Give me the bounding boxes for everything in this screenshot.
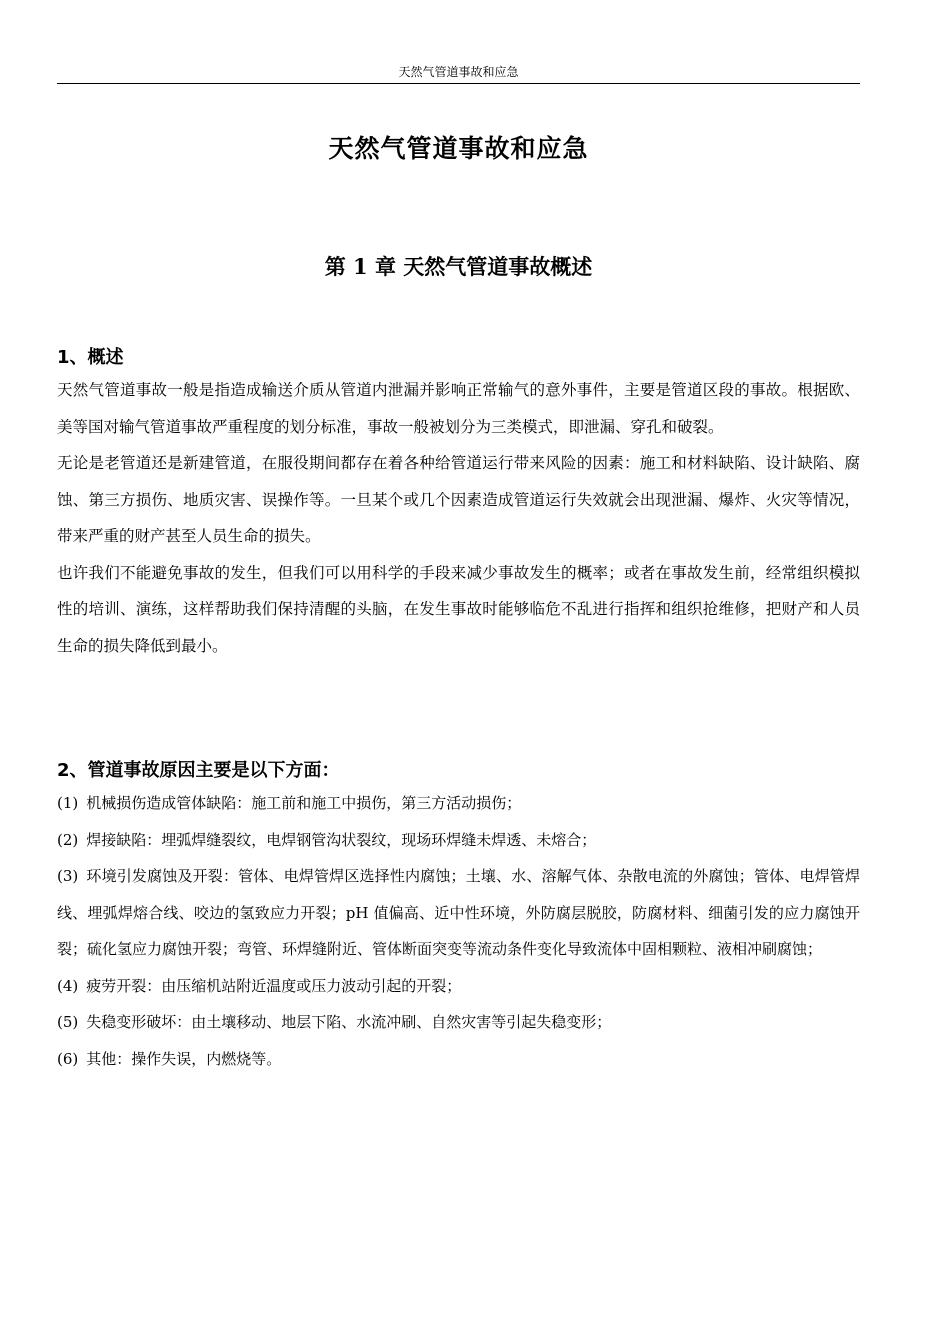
list-item-number: (1) [57,794,79,812]
section-heading: 1、概述 [57,347,124,368]
paragraph: 也许我们不能避免事故的发生，但我们可以用科学的手段来减少事故发生的概率；或者在事故发生前，经常组织模拟性的培训、演练，这样帮助我们保持清醒的头脑，在发生事故时能够临危不乱进行指挥和组织抢维修，把财产和人员生命的损失降低到最小。 [57,563,860,655]
list-item-text: 机械损伤造成管体缺陷：施工前和施工中损伤，第三方活动损伤； [86,794,522,812]
paragraph: 天然气管道事故一般是指造成输送介质从管道内泄漏并影响正常输气的意外事件，主要是管道区段的事故。根据欧、美等国对输气管道事故严重程度的划分标准，事故一般被划分为三类模式，即泄漏、穿孔和破裂。 [57,381,860,436]
list-item-number: (4) [57,976,79,995]
list-item [57,858,860,968]
list-item-text: 其他：操作失误，内燃烧等。 [86,1049,282,1068]
cause-list [57,785,860,1077]
list-item-number: (3) [57,867,79,885]
paragraph: 无论是老管道还是新建管道，在服役期间都存在着各种给管道运行带来风险的因素：施工和材料缺陷、设计缺陷、腐蚀、第三方损伤、地质灾害、误操作等。一旦某个或几个因素造成管道运行失效就会出现泄漏、爆炸、火灾等情况，带来严重的财产甚至人员生命的损失。 [57,454,860,545]
list-item [57,822,860,859]
list-item-text: 疲劳开裂：由压缩机站附近温度或压力波动引起的开裂； [86,976,462,995]
header-divider [57,83,860,84]
list-item [57,785,860,822]
list-item [57,1041,860,1078]
list-item-text: 失稳变形破坏：由土壤移动、地层下陷、水流冲刷、自然灾害等引起失稳变形； [86,1013,612,1031]
list-item-text: 环境引发腐蚀及开裂：管体、电焊管焊区选择性内腐蚀；土壤、水、溶解气体、杂散电流的外腐蚀；管体、电焊管焊线、埋弧焊熔合线、咬边的氢致应力开裂；pH 值偏高、近中性环境，外防腐层脱胶，防腐材料、细菌引发的应力腐蚀开裂；硫化氢应力腐蚀开裂；弯管、环焊缝附近、管体断面突变等流动条件变化导致流体中固相颗粒、液相冲刷腐蚀； [57,867,860,958]
section-overview [57,344,860,664]
list-item-number: (6) [57,1049,79,1068]
chapter-title: 第 1 章 天然气管道事故概述 [324,254,593,279]
document-title: 天然气管道事故和应急 [328,134,589,163]
list-item-number: (2) [57,830,79,849]
running-header: 天然气管道事故和应急 [398,65,519,79]
list-item-number: (5) [57,1013,79,1031]
section-heading: 2、管道事故原因主要是以下方面： [57,760,340,781]
list-item-text: 焊接缺陷：埋弧焊缝裂纹，电焊钢管沟状裂纹，现场环焊缝未焊透、未熔合； [86,830,597,849]
list-item [57,1004,860,1041]
list-item [57,968,860,1005]
section-causes [57,757,860,1077]
